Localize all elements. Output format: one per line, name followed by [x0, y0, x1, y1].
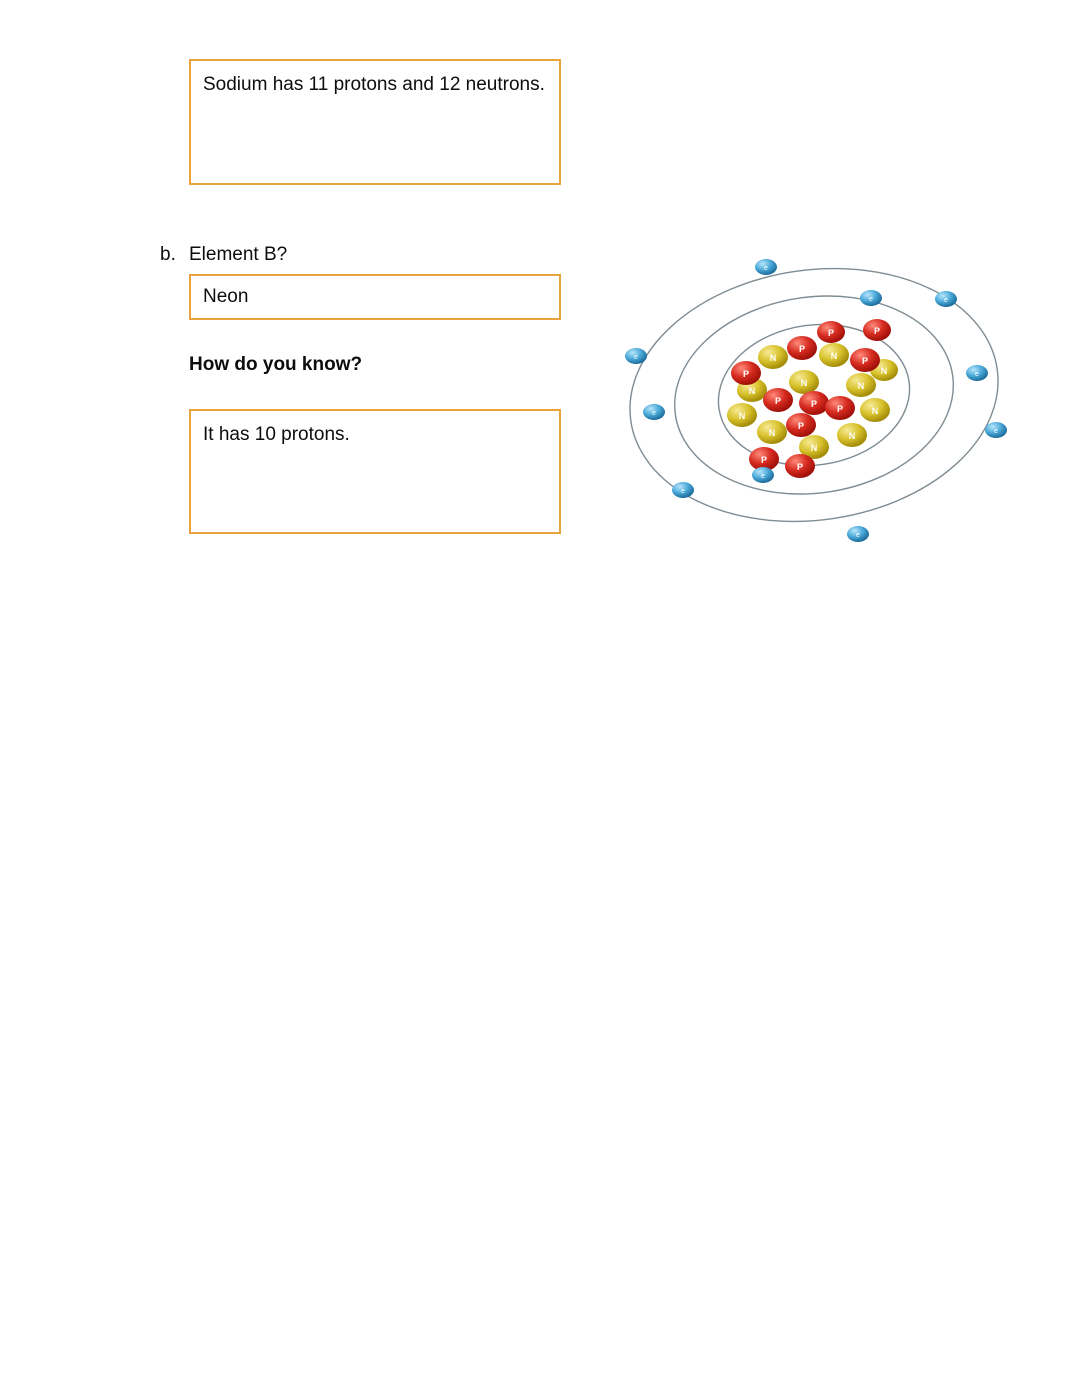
svg-text:e: e — [944, 297, 948, 304]
question-marker-b: b. — [160, 244, 176, 265]
svg-text:N: N — [830, 351, 838, 361]
svg-text:e: e — [869, 296, 873, 303]
atom-diagram-svg — [618, 240, 1018, 550]
svg-text:e: e — [975, 371, 979, 378]
svg-text:e: e — [681, 488, 685, 495]
svg-text:N: N — [857, 381, 865, 391]
svg-text:P: P — [742, 369, 750, 379]
svg-text:N: N — [871, 406, 879, 416]
question-label-element-b: Element B? — [189, 244, 288, 265]
nucleus-cluster — [727, 319, 898, 478]
svg-text:e: e — [761, 473, 765, 480]
svg-text:P: P — [836, 404, 844, 414]
svg-text:N: N — [810, 443, 818, 453]
sub-prompt-how-do-you-know: How do you know? — [189, 354, 363, 375]
answer-text-reason: It has 10 protons. — [203, 424, 350, 445]
svg-text:N: N — [800, 378, 808, 388]
svg-text:P: P — [760, 455, 768, 465]
answer-box-sodium[interactable] — [189, 59, 561, 185]
svg-text:P: P — [796, 462, 804, 472]
svg-text:e: e — [856, 532, 860, 539]
svg-text:P: P — [827, 328, 835, 338]
svg-text:P: P — [774, 396, 782, 406]
svg-text:P: P — [873, 326, 881, 336]
svg-text:P: P — [798, 344, 806, 354]
svg-text:N: N — [880, 366, 888, 376]
svg-text:e: e — [652, 410, 656, 417]
answer-box-element-b[interactable] — [189, 274, 561, 320]
atom-diagram-figure — [618, 240, 1018, 550]
svg-text:P: P — [861, 356, 869, 366]
svg-text:N: N — [769, 353, 777, 363]
answer-text-element-b: Neon — [203, 286, 249, 307]
svg-text:e: e — [994, 428, 998, 435]
answer-text-sodium: Sodium has 11 protons and 12 neutrons. — [203, 74, 545, 95]
svg-text:N: N — [738, 411, 746, 421]
svg-text:N: N — [748, 386, 756, 396]
svg-text:e: e — [634, 354, 638, 361]
svg-text:e: e — [764, 265, 768, 272]
svg-text:N: N — [848, 431, 856, 441]
svg-text:N: N — [768, 428, 776, 438]
svg-text:P: P — [797, 421, 805, 431]
svg-text:P: P — [810, 399, 818, 409]
answer-box-reason[interactable] — [189, 409, 561, 534]
